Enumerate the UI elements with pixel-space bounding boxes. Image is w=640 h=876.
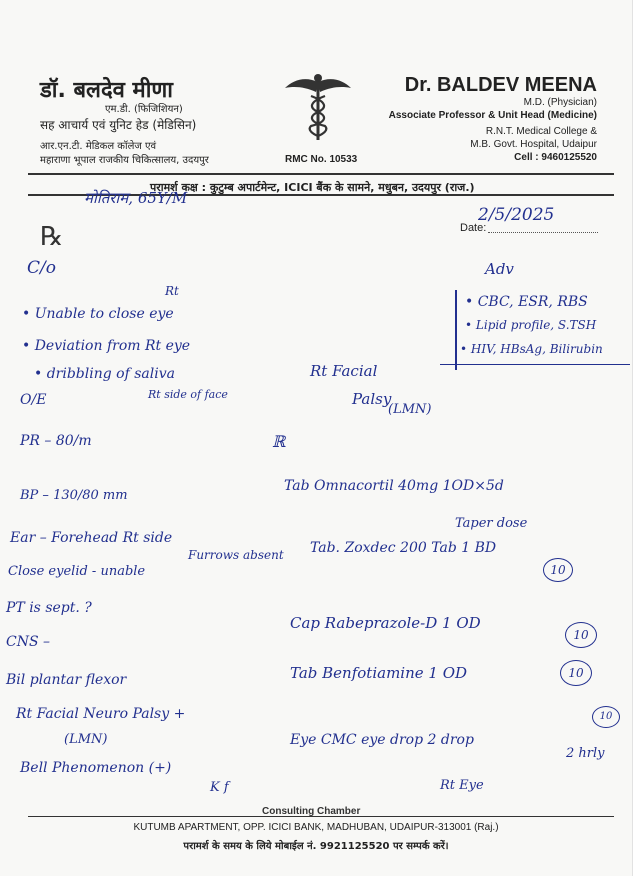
rx-symbol: ℞	[40, 222, 64, 252]
eyelid-note: Close eyelid - unable	[8, 564, 146, 579]
rmc-number: RMC No. 10533	[285, 154, 358, 165]
complaint-1: • Unable to close eye	[22, 306, 174, 322]
patient-name-age: मोतिराम, 65Y/M	[84, 189, 188, 207]
consultation-address: परामर्श कक्ष : कुटुम्ब अपार्टमेन्ट, ICICI बैंक के सामने, मधुबन, उदयपुर (राज.)	[150, 181, 475, 194]
medicine-4-count: 10	[560, 660, 592, 686]
furrows-note: Furrows absent	[188, 548, 284, 562]
medicine-1-note: Taper dose	[455, 516, 528, 531]
diagnosis-line-3: (LMN)	[388, 402, 432, 417]
advice-heading: Adv	[485, 260, 514, 278]
pulse-rate: PR – 80/m	[20, 433, 92, 449]
date-line	[488, 232, 598, 233]
medicine-2: Tab. Zoxdec 200 Tab 1 BD	[310, 540, 497, 556]
medicine-2-count: 10	[543, 558, 573, 582]
designation-hindi: सह आचार्य एवं युनिट हेड (मेडिसिन)	[40, 118, 197, 132]
medicine-3: Cap Rabeprazole-D 1 OD	[290, 614, 481, 632]
footer-appointment: परामर्श के समय के लिये मोबाईल नं. 9921125520 पर सम्पर्क करें।	[183, 841, 449, 852]
college-english: R.N.T. Medical College &	[485, 126, 597, 137]
examination-side: Rt side of face	[148, 388, 228, 401]
lmn-note: (LMN)	[64, 732, 108, 747]
diagnosis-line-2: Palsy	[352, 390, 392, 408]
diagnosis-line-1: Rt Facial	[310, 362, 378, 380]
medicine-5: Eye CMC eye drop 2 drop	[290, 732, 474, 748]
examination-heading: O/E	[20, 392, 47, 408]
medicine-4: Tab Benfotiamine 1 OD	[290, 664, 468, 682]
header-rule-top	[28, 173, 614, 175]
advice-line-3: • HIV, HBsAg, Bilirubin	[460, 342, 603, 356]
college-hindi: आर.एन.टी. मेडिकल कॉलेज एवं	[40, 141, 157, 152]
advice-line-2: • Lipid profile, S.TSH	[465, 318, 597, 332]
complaint-2: • Deviation from Rt eye	[22, 338, 191, 354]
doctor-name-english: Dr. BALDEV MEENA	[404, 74, 597, 96]
blood-pressure: BP – 130/80 mm	[20, 488, 128, 503]
footer-rule	[28, 816, 614, 817]
advice-bracket	[455, 290, 457, 370]
caduceus-icon	[283, 72, 353, 144]
degree-hindi: एम.डी. (फिजिशियन)	[105, 104, 183, 115]
doctor-name-hindi: डॉ. बलदेव मीणा	[40, 78, 173, 103]
cell-number: Cell : 9460125520	[514, 152, 597, 163]
bell-phenomenon-note: Bell Phenomenon (+)	[20, 760, 172, 776]
hospital-hindi: महाराणा भूपाल राजकीय चिकित्सालय, उदयपुर	[40, 155, 209, 166]
date-label: Date:	[460, 222, 487, 234]
complaints-heading: C/o	[27, 258, 56, 278]
date-value: 2/5/2025	[478, 205, 555, 225]
rx-mark: ℝ	[272, 432, 286, 451]
degree-english: M.D. (Physician)	[523, 97, 597, 108]
advice-underline	[440, 364, 630, 365]
pt-note: PT is sept. ?	[6, 600, 92, 616]
advice-line-1: • CBC, ESR, RBS	[465, 294, 588, 310]
footer-address: KUTUMB APARTMENT, OPP. ICICI BANK, MADHUBAN, UDAIPUR-313001 (Raj.)	[133, 822, 499, 833]
cns-heading: CNS –	[6, 634, 51, 650]
medicine-1: Tab Omnacortil 40mg 1OD×5d	[284, 478, 504, 494]
medicine-6: Rt Eye	[440, 778, 484, 793]
medicine-5-count: 10	[592, 706, 620, 728]
plantar-note: Bil plantar flexor	[6, 672, 127, 688]
medicine-5-note: 2 hrly	[566, 746, 605, 761]
hospital-english: M.B. Govt. Hospital, Udaipur	[470, 139, 597, 150]
consulting-chamber-label: Consulting Chamber	[262, 806, 361, 817]
facial-palsy-note: Rt Facial Neuro Palsy +	[16, 706, 186, 722]
medicine-3-count: 10	[565, 622, 597, 648]
complaint-3: • dribbling of saliva	[34, 366, 175, 382]
complaint-side: Rt	[165, 284, 179, 298]
kf-mark: K f	[210, 780, 229, 795]
forehead-note: Ear – Forehead Rt side	[10, 530, 173, 546]
designation-english: Associate Professor & Unit Head (Medicine)	[388, 110, 597, 121]
